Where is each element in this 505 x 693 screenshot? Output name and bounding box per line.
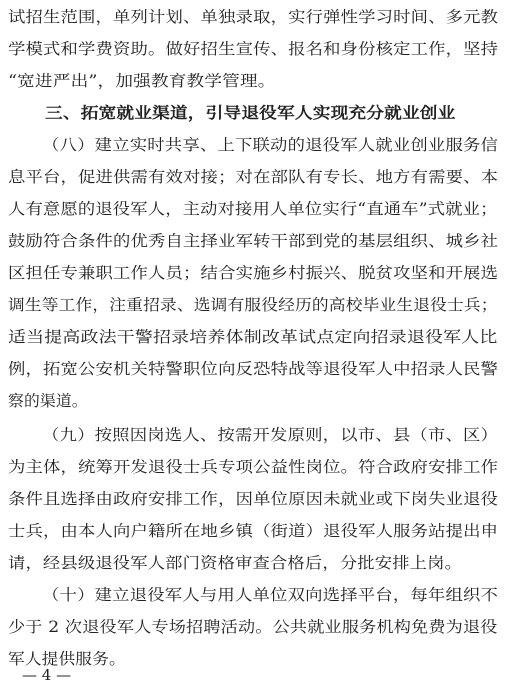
body-text-line: 适当提高政法干警招录培养体制改革试点定向招录退役军人比 [8,328,498,346]
body-text-line: 军人提供服务。 [8,650,126,668]
body-text-line: 请，经县级退役军人部门资格审查合格后，分批安排上岗。 [8,554,463,572]
body-text-line: 人有意愿的退役军人，主动对接用人单位实行“直通车”式就业； [8,200,498,218]
body-text-line: 例，拓宽公安机关特警职位向反恐特战等退役军人中招录人民警 [8,360,499,378]
body-text-line: 息平台，促进供需有效对接；对在部队有专长、地方有需要、本 [8,168,499,186]
body-text-line: 调生等工作，注重招录、选调有服役经历的高校毕业生退役士兵； [8,296,498,314]
body-text-line: 学模式和学费资助。做好招生宣传、报名和身份核定工作，坚持 [8,40,499,58]
body-text-line: 鼓励符合条件的优秀自主择业军转干部到党的基层组织、城乡社 [8,232,499,250]
body-text-line: （十）建立退役军人与用人单位双向选择平台，每年组织不 [42,586,499,604]
body-text-line: 少于 2 次退役军人专场招聘活动。公共就业服务机构免费为退役 [8,618,498,636]
body-text-line: 士兵，由本人向户籍所在地乡镇（街道）退役军人服务站提出申 [8,522,499,540]
section-heading: 三、拓宽就业渠道，引导退役军人实现充分就业创业 [45,104,456,122]
body-text-line: 条件且选择由政府安排工作，因单位原因未就业或下岗失业退役 [8,490,499,508]
body-text-line: （八）建立实时共享、上下联动的退役军人就业创业服务信 [42,136,499,154]
body-text-line: 区担任专兼职工作人员；结合实施乡村振兴、脱贫攻坚和开展选 [8,264,499,282]
body-text-line: 试招生范围，单列计划、单独录取，实行弹性学习时间、多元教 [8,8,499,26]
page-number: — 4 — [22,666,72,684]
body-text-line: 察的渠道。 [8,392,88,410]
body-text-line: （九）按照因岗选人、按需开发原则，以市、县（市、区） [42,426,499,444]
body-text-line: “宽进严出”，加强教育教学管理。 [8,72,276,90]
body-text-line: 为主体，统筹开发退役士兵专项公益性岗位。符合政府安排工作 [8,458,499,476]
